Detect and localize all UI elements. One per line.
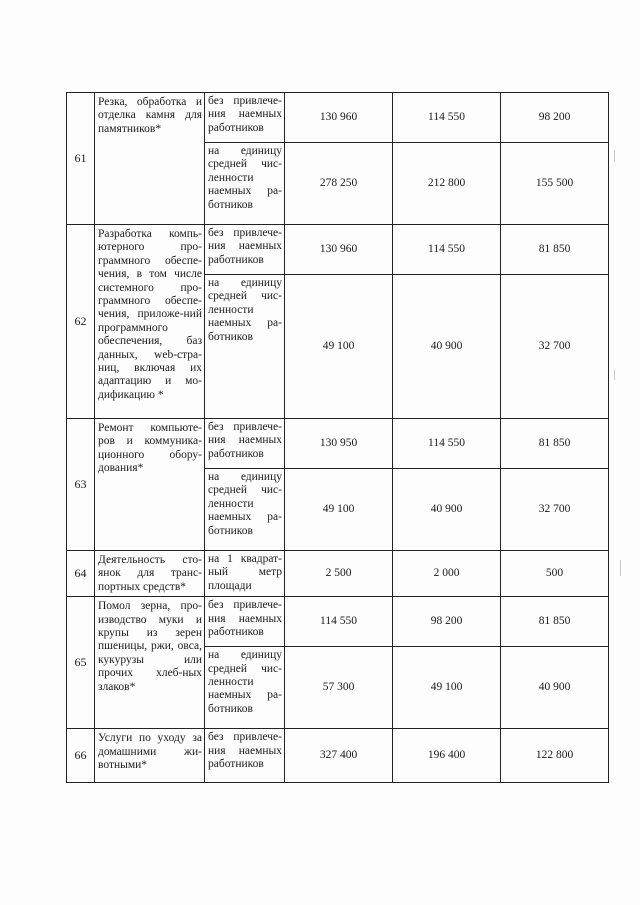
activity-name: Помол зерна, про-изводство муки и крупы из зерен пшеницы, ржи, овса, кукурузы или прочих хлеб-ных злаков* bbox=[95, 597, 205, 729]
activity-name: Ремонт компьюте-ров и коммуника-ционного обору-дования* bbox=[95, 419, 205, 551]
activity-name: Резка, обработка и отделка камня для памятников* bbox=[95, 93, 205, 225]
value-cell-1: 130 950 bbox=[285, 419, 393, 469]
table-row bbox=[67, 419, 609, 469]
table-row bbox=[67, 551, 609, 597]
value-cell-1: 114 550 bbox=[285, 597, 393, 647]
row-number: 65 bbox=[67, 597, 95, 729]
condition-cell: на единицу средней чис-ленности наемных ра-ботников bbox=[205, 469, 285, 551]
scan-artifact-line bbox=[620, 560, 621, 576]
condition-cell: без привлече-ния наемных работников bbox=[205, 225, 285, 275]
condition-cell: без привлече-ния наемных работников bbox=[205, 93, 285, 143]
value-cell-3: 40 900 bbox=[501, 647, 609, 729]
table-row bbox=[67, 729, 609, 783]
value-cell-3: 81 850 bbox=[501, 225, 609, 275]
value-cell-3: 122 800 bbox=[501, 729, 609, 783]
value-cell-1: 49 100 bbox=[285, 275, 393, 419]
value-cell-2: 212 800 bbox=[393, 143, 501, 225]
value-cell-1: 130 960 bbox=[285, 93, 393, 143]
value-cell-1: 278 250 bbox=[285, 143, 393, 225]
activity-name: Деятельность сто-янок для транс-портных средств* bbox=[95, 551, 205, 597]
activity-name: Услуги по уходу за домашними жи-вотными* bbox=[95, 729, 205, 783]
condition-cell: без привлече-ния наемных работников bbox=[205, 597, 285, 647]
value-cell-2: 114 550 bbox=[393, 419, 501, 469]
table-row bbox=[67, 225, 609, 275]
value-cell-2: 40 900 bbox=[393, 469, 501, 551]
table-row bbox=[67, 597, 609, 647]
tax-rate-table bbox=[66, 92, 609, 783]
value-cell-1: 327 400 bbox=[285, 729, 393, 783]
condition-cell: на единицу средней чис-ленности наемных ра-ботников bbox=[205, 143, 285, 225]
value-cell-2: 2 000 bbox=[393, 551, 501, 597]
value-cell-3: 81 850 bbox=[501, 597, 609, 647]
table-row bbox=[67, 93, 609, 143]
condition-cell: без привлече-ния наемных работников bbox=[205, 419, 285, 469]
value-cell-2: 98 200 bbox=[393, 597, 501, 647]
value-cell-2: 49 100 bbox=[393, 647, 501, 729]
value-cell-2: 114 550 bbox=[393, 225, 501, 275]
row-number: 63 bbox=[67, 419, 95, 551]
value-cell-1: 57 300 bbox=[285, 647, 393, 729]
condition-cell: на единицу средней чис-ленности наемных ра-ботников bbox=[205, 647, 285, 729]
value-cell-3: 81 850 bbox=[501, 419, 609, 469]
scan-artifact-line bbox=[614, 370, 615, 380]
row-number: 66 bbox=[67, 729, 95, 783]
row-number: 62 bbox=[67, 225, 95, 419]
value-cell-2: 196 400 bbox=[393, 729, 501, 783]
condition-cell: на единицу средней чис-ленности наемных ра-ботников bbox=[205, 275, 285, 419]
row-number: 61 bbox=[67, 93, 95, 225]
value-cell-2: 114 550 bbox=[393, 93, 501, 143]
condition-cell: на 1 квадрат-ный метр площади bbox=[205, 551, 285, 597]
value-cell-3: 32 700 bbox=[501, 275, 609, 419]
value-cell-1: 2 500 bbox=[285, 551, 393, 597]
activity-name: Разработка компь-ютерного про-граммного обеспе-чения, в том числе системного про-граммного обеспе-чения, приложе-ний программного обеспечения, баз данных, web-стра-ниц, включая их адаптацию и мо-дификацию * bbox=[95, 225, 205, 419]
value-cell-1: 130 960 bbox=[285, 225, 393, 275]
value-cell-2: 40 900 bbox=[393, 275, 501, 419]
value-cell-1: 49 100 bbox=[285, 469, 393, 551]
value-cell-3: 500 bbox=[501, 551, 609, 597]
value-cell-3: 32 700 bbox=[501, 469, 609, 551]
value-cell-3: 155 500 bbox=[501, 143, 609, 225]
scan-artifact-line bbox=[614, 150, 615, 162]
row-number: 64 bbox=[67, 551, 95, 597]
value-cell-3: 98 200 bbox=[501, 93, 609, 143]
condition-cell: без привлече-ния наемных работников bbox=[205, 729, 285, 783]
